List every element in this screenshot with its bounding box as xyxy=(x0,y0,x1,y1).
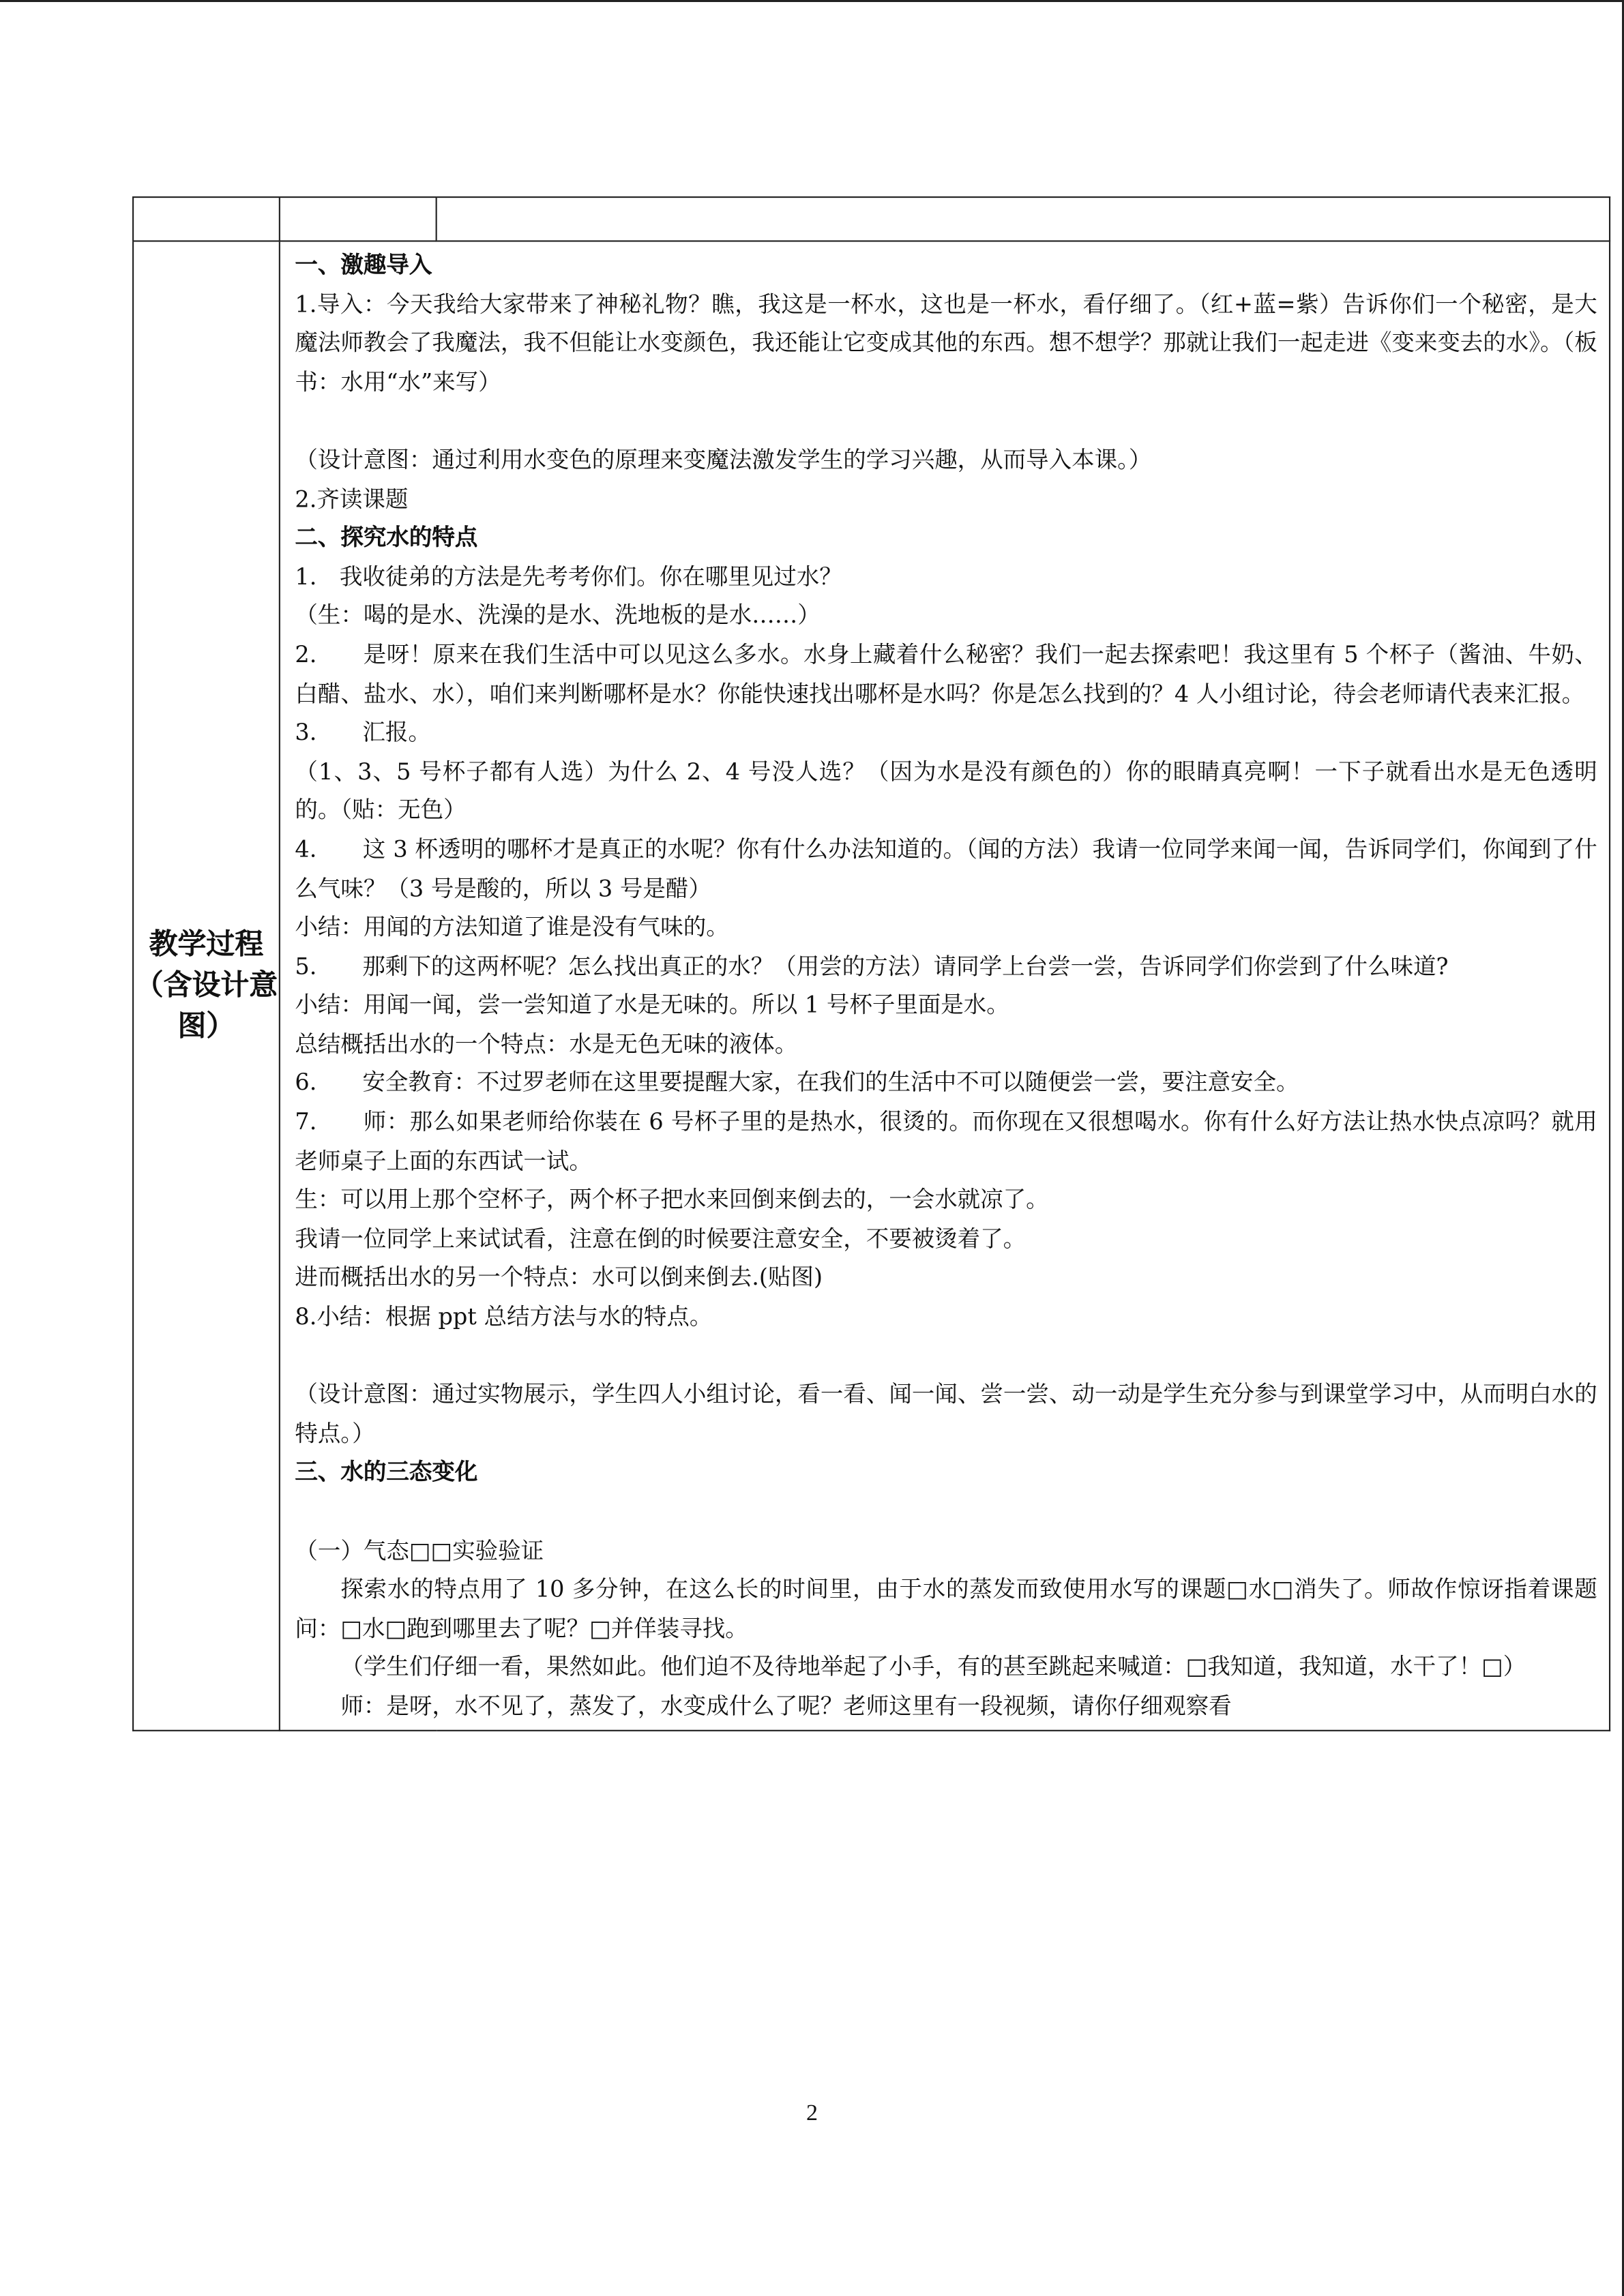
section-heading: 二、探究水的特点 xyxy=(295,524,478,552)
teaching-process-content xyxy=(280,241,1610,1730)
paragraph: 探索水的特点用了 10 多分钟，在这么长的时间里，由于水的蒸发而致使用水写的课题□水□消失了。师故作惊讶指着课题问：□水□跑到哪里去了呢？□并佯装寻找。 xyxy=(295,1576,1597,1642)
paragraph: 1. 我收徒弟的方法是先考考你们。你在哪里见过水？ xyxy=(295,563,842,591)
page-border-top xyxy=(0,0,1624,2)
paragraph: （一）气态□□实验验证 xyxy=(295,1537,544,1564)
paragraph: 总结概括出水的一个特点：水是无色无味的液体。 xyxy=(295,1030,798,1058)
paragraph: 小结：用闻一闻，尝一尝知道了水是无味的。所以 1 号杯子里面是水。 xyxy=(295,992,1009,1019)
paragraph: （设计意图：通过实物展示，学生四人小组讨论，看一看、闻一闻、尝一尝、动一动是学生充分参与到课堂学习中，从而明白水的特点。） xyxy=(295,1382,1597,1447)
paragraph: （学生们仔细一看，果然如此。他们迫不及待地举起了小手，有的甚至跳起来喊道：□我知道，我知道，水干了！□） xyxy=(340,1654,1526,1681)
table-header-row xyxy=(133,197,1610,241)
table-cell-empty-1 xyxy=(133,197,280,241)
paragraph: 2. 是呀！原来在我们生活中可以见这么多水。水身上藏着什么秘密？我们一起去探索吧！我这里有 5 个杯子（酱油、牛奶、白醋、盐水、水），咱们来判断哪杯是水？你能快速找出哪杯是水吗？你是怎么找到的？4 人小组讨论，待会老师请代表来汇报。 xyxy=(295,641,1597,707)
page-number: 2 xyxy=(806,2100,818,2126)
section-heading: 三、水的三态变化 xyxy=(295,1459,478,1486)
table-cell-empty-2 xyxy=(280,197,437,241)
paragraph: 师：是呀，水不见了，蒸发了，水变成什么了呢？老师这里有一段视频，请你仔细观察看 xyxy=(340,1693,1232,1720)
paragraph: 2.齐读课题 xyxy=(295,486,409,512)
lesson-plan-table xyxy=(132,196,1610,1731)
paragraph: 7. 师：那么如果老师给你装在 6 号杯子里的是热水，很烫的。而你现在又很想喝水。你有什么好方法让热水快点凉吗？就用老师桌子上面的东西试一试。 xyxy=(295,1109,1597,1174)
row-label-teaching-process: 教学过程（含设计意图） xyxy=(133,241,280,1730)
paragraph: （1、3、5 号杯子都有人选）为什么 2、4 号没人选？（因为水是没有颜色的）你的眼睛真亮啊！一下子就看出水是无色透明的。（贴：无色） xyxy=(295,758,1597,824)
paragraph: 3. 汇报。 xyxy=(295,719,431,746)
paragraph: 小结：用闻的方法知道了谁是没有气味的。 xyxy=(295,914,729,941)
paragraph: 生：可以用上那个空杯子，两个杯子把水来回倒来倒去的，一会水就凉了。 xyxy=(295,1187,1049,1214)
paragraph xyxy=(295,1493,1597,1532)
paragraph: 6. 安全教育：不过罗老师在这里要提醒大家，在我们的生活中不可以随便尝一尝，要注意安全。 xyxy=(295,1070,1299,1097)
paragraph: 1.导入：今天我给大家带来了神秘礼物？瞧，我这是一杯水，这也是一杯水，看仔细了。（红+蓝=紫）告诉你们一个秘密，是大魔法师教会了我魔法，我不但能让水变颜色，我还能让它变成其他的东西。想不想学？那就让我们一起走进《变来变去的水》。（板书：水用“水”来写） xyxy=(295,290,1597,396)
paragraph: 我请一位同学上来试试看，注意在倒的时候要注意安全，不要被烫着了。 xyxy=(295,1225,1027,1253)
table-cell-empty-3 xyxy=(437,197,1610,241)
section-heading: 一、激趣导入 xyxy=(295,252,432,279)
paragraph: 8.小结：根据 ppt 总结方法与水的特点。 xyxy=(295,1303,713,1330)
paragraph: 进而概括出水的另一个特点：水可以倒来倒去.(贴图) xyxy=(295,1264,823,1292)
table-row-teaching-process xyxy=(133,241,1610,1730)
paragraph xyxy=(295,402,1597,441)
paragraph: 5. 那剩下的这两杯呢？怎么找出真正的水？（用尝的方法）请同学上台尝一尝，告诉同学们你尝到了什么味道? xyxy=(295,953,1449,980)
paragraph: （设计意图：通过利用水变色的原理来变魔法激发学生的学习兴趣，从而导入本课。） xyxy=(295,447,1152,473)
paragraph: 4. 这 3 杯透明的哪杯才是真正的水呢？你有什么办法知道的。（闻的方法）我请一位同学来闻一闻，告诉同学们，你闻到了什么气味？（3 号是酸的，所以 3 号是醋） xyxy=(295,836,1597,902)
paragraph xyxy=(295,1337,1597,1375)
paragraph: （生：喝的是水、洗澡的是水、洗地板的是水……） xyxy=(295,602,821,629)
